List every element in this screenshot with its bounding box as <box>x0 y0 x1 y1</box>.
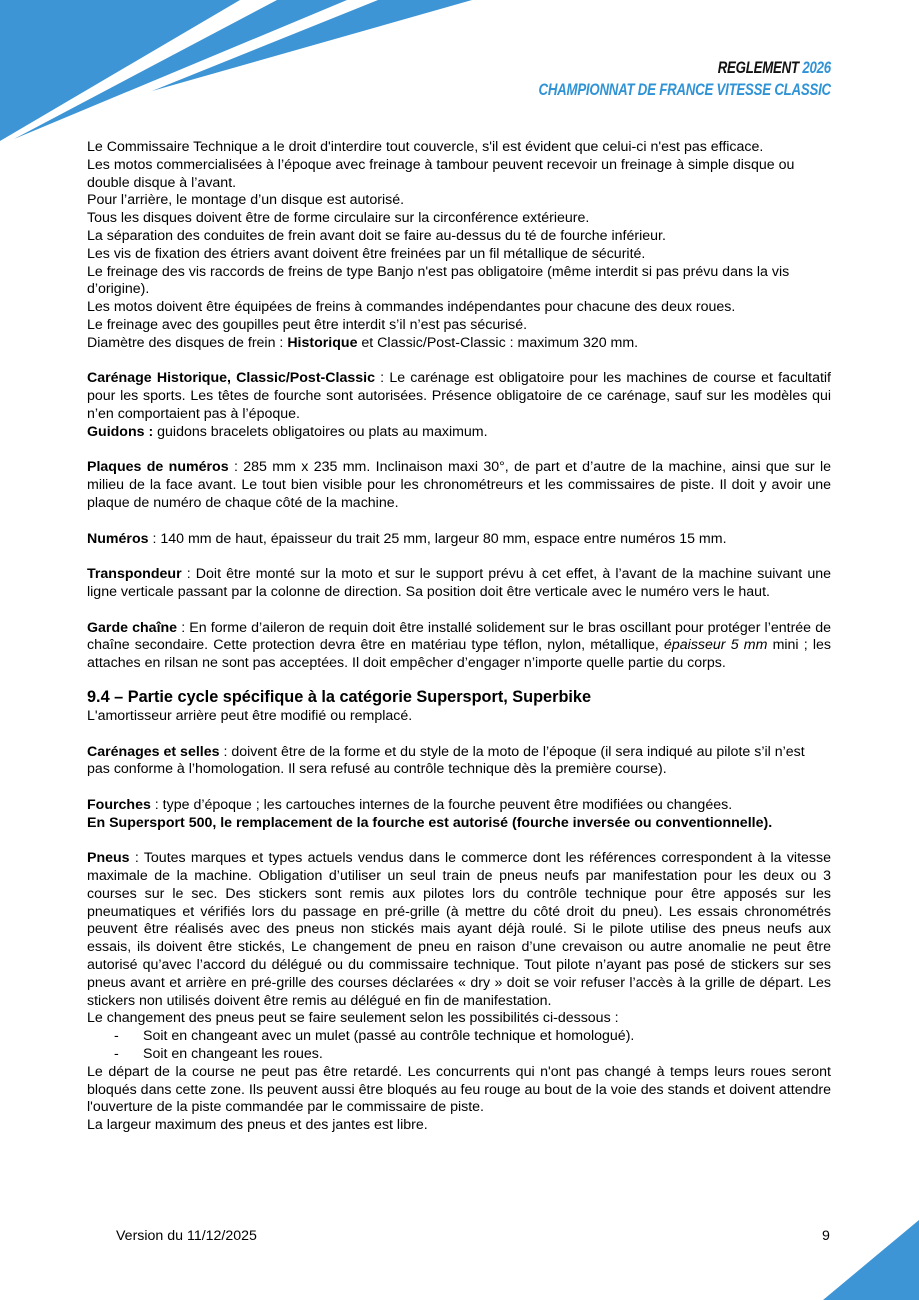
shock-absorber-paragraph: L'amortisseur arrière peut être modifié ou remplacé. <box>87 707 413 724</box>
transponder-paragraph <box>87 566 831 602</box>
race-start-paragraph: Le départ de la course ne peut pas être retardé. Les concurrents qui n'ont pas changé à temps leurs roues seront bloqués dans cette zone. Ils peuvent aussi être bloqués au feu rouge au bout de la voie des stands et doivent attendre l'ouverture de la piste commandée par le commissaire de piste. <box>87 1063 831 1116</box>
tyre-change-intro: Le changement des pneus peut se faire seulement selon les possibilités ci-dessous : <box>87 1010 619 1027</box>
tyre-change-option <box>87 1028 831 1046</box>
tyres-label: Pneus <box>87 850 130 867</box>
brakes-line: Les motos doivent être équipées de freins à commandes indépendantes pour chacune des deux roues. <box>87 299 736 316</box>
tyre-change-option-text: Soit en changeant les roues. <box>143 1046 323 1063</box>
header-title-line <box>539 57 831 79</box>
brake-disc-diameter <box>87 335 831 353</box>
brakes-line: Le freinage des vis raccords de freins de type Banjo n'est pas obligatoire (même interdit si pas prévu dans la vis d’origine). <box>87 263 790 298</box>
brake-disc-diameter-bold: Historique <box>287 334 358 351</box>
paragraph-spacer <box>87 602 831 620</box>
tyre-change-option-text: Soit en changeant avec un mulet (passé au contrôle technique et homologué). <box>143 1028 635 1045</box>
brakes-line: Le freinage avec des goupilles peut être interdit s’il n’est pas sécurisé. <box>87 316 528 333</box>
handlebars-text: guidons bracelets obligatoires ou plats au maximum. <box>153 423 488 440</box>
number-plates-label: Plaques de numéros <box>87 459 229 476</box>
handlebars-label: Guidons : <box>87 423 154 440</box>
numbers-text: : 140 mm de haut, épaisseur du trait 25 mm, largeur 80 mm, espace entre numéros 15 mm. <box>148 530 727 547</box>
fairing-text: : Le carénage est obligatoire pour les machines de course et facultatif pour les sports. Les têtes de fourche sont autorisées. Présence obligatoire de ce carénage, sauf sur les modèles qui n’en comportaient pas à l’époque. <box>87 370 832 422</box>
paragraph-spacer <box>87 353 831 371</box>
forks-label: Fourches <box>87 796 151 813</box>
paragraph-spacer <box>87 832 831 850</box>
paragraph-spacer <box>87 513 831 531</box>
transponder-label: Transpondeur <box>87 566 182 583</box>
forks-bold-line: En Supersport 500, le remplacement de la fourche est autorisé (fourche inversée ou conventionnelle). <box>87 814 773 831</box>
forks-text: : type d’époque ; les cartouches internes de la fourche peuvent être modifiées ou changées. <box>150 796 733 813</box>
chain-guard-paragraph <box>87 620 831 673</box>
number-plates-paragraph <box>87 459 831 512</box>
paragraph-spacer <box>87 726 831 744</box>
fairing-paragraph <box>87 370 831 423</box>
handlebars-paragraph <box>87 424 831 442</box>
brakes-line: Tous les disques doivent être de forme circulaire sur la circonférence extérieure. <box>87 210 590 227</box>
fairings-seats-text: : doivent être de la forme et du style de la moto de l’époque (il sera indiqué au pilote s’il n’est pas conforme à l’homologation. Il sera refusé au contrôle technique dès la première course). <box>87 743 805 778</box>
tyres-paragraph <box>87 850 831 1010</box>
footer-version: Version du 11/12/2025 <box>116 1228 257 1244</box>
fairing-label: Carénage Historique, Classic/Post-Classic <box>87 370 375 387</box>
document-body <box>87 139 831 1135</box>
forks-paragraph <box>87 797 831 815</box>
brake-disc-diameter-prefix: Diamètre des disques de frein : <box>87 334 288 351</box>
brake-disc-diameter-suffix: et Classic/Post-Classic : maximum 320 mm. <box>357 334 639 351</box>
numbers-paragraph <box>87 531 831 549</box>
document-header <box>539 57 831 101</box>
header-stripes-decoration <box>0 0 480 145</box>
paragraph-spacer <box>87 779 831 797</box>
tyres-text: : Toutes marques et types actuels vendus dans le commerce dont les références correspondent à la vitesse maximale de la machine. Obligation d’utiliser un seul train de pneus neufs par manifestation pour les deux ou 3 courses sur le sec. Des stickers sont remis aux pilotes lors du contrôle technique pour être apposés sur les pneumatiques et vérifiés lors du passage en pré-grille (à mettre du côté droit du pneu). Les essais chronométrés peuvent être réalisés avec des pneus non stickés mais ayant déjà roulé. Si le pilote utilise des pneus neufs aux essais, ils doivent être stickés, Le changement de pneu en raison d’une crevaison ou autre anomalie ne peut être autorisé qu’avec l’accord du délégué ou du commissaire technique. Tout pilote n’ayant pas posé de stickers sur ses pneus avant et arrière en pré-grille des courses déclarées « dry » doit se voir refuser l’accès à la grille de départ. Les stickers non utilisés doivent être remis au délégué en fin de manifestation. <box>87 850 831 1009</box>
header-subtitle: CHAMPIONNAT DE FRANCE VITESSE CLASSIC <box>538 80 831 99</box>
chain-guard-label: Garde chaîne <box>87 619 178 636</box>
transponder-text: : Doit être monté sur la moto et sur le support prévu à cet effet, à l’avant de la machine suivant une ligne verticale passant par la colonne de direction. Sa position doit être verticale avec le numéro vers le haut. <box>87 566 831 600</box>
fairings-seats-paragraph <box>87 744 831 780</box>
tyre-change-option <box>87 1046 831 1064</box>
fairings-seats-label: Carénages et selles <box>87 743 220 760</box>
paragraph-spacer <box>87 673 831 685</box>
section-9-4-heading: 9.4 – Partie cycle spécifique à la catégorie Supersport, Superbike <box>87 687 592 706</box>
brakes-block <box>87 139 831 353</box>
page-number: 9 <box>822 1228 830 1244</box>
footer-triangle-decoration <box>823 1220 919 1300</box>
forks-supersport-500-rule <box>87 815 831 833</box>
chain-guard-text-a: : En forme d’aileron de requin doit être installé solidement sur le bras oscillant pour protéger l’entrée de chaîne secondaire. Cette protection devra être en matériau type téflon, nylon, métallique, <box>87 619 831 654</box>
number-plates-text: : 285 mm x 235 mm. Inclinaison maxi 30°, de part et d’autre de la machine, ainsi que sur le milieu de la face avant. Le tout bien visible pour les chronométreurs et les commissaires de piste. Il doit y avoir une plaque de numéro de chaque côté de la machine. <box>87 459 832 511</box>
brakes-line: Pour l’arrière, le montage d’un disque est autorisé. <box>87 192 405 209</box>
chain-guard-italic: épaisseur 5 mm <box>664 637 768 654</box>
paragraph-spacer <box>87 442 831 460</box>
header-title-word: REGLEMENT <box>717 58 799 77</box>
dash-bullet-icon: - <box>114 1046 119 1063</box>
chain-guard-text-b: mini ; les attaches en rilsan ne sont pas acceptées. Il doit empêcher d’engager n’importe quelle partie du corps. <box>87 637 831 672</box>
brakes-line: La séparation des conduites de frein avant doit se faire au-dessus du té de fourche inférieur. <box>87 227 666 244</box>
paragraph-spacer <box>87 548 831 566</box>
brakes-line: Le Commissaire Technique a le droit d'interdire tout couvercle, s'il est évident que celui-ci n'est pas efficace. <box>87 139 764 155</box>
tyre-width-paragraph: La largeur maximum des pneus et des jantes est libre. <box>87 1117 428 1134</box>
header-title-year: 2026 <box>802 58 831 77</box>
numbers-label: Numéros <box>87 530 149 547</box>
dash-bullet-icon: - <box>114 1028 119 1045</box>
brakes-line: Les motos commercialisées à l’époque avec freinage à tambour peuvent recevoir un freinage à simple disque ou double disque à l’avant. <box>87 156 795 191</box>
brakes-line: Les vis de fixation des étriers avant doivent être freinées par un fil métallique de sécurité. <box>87 245 646 262</box>
